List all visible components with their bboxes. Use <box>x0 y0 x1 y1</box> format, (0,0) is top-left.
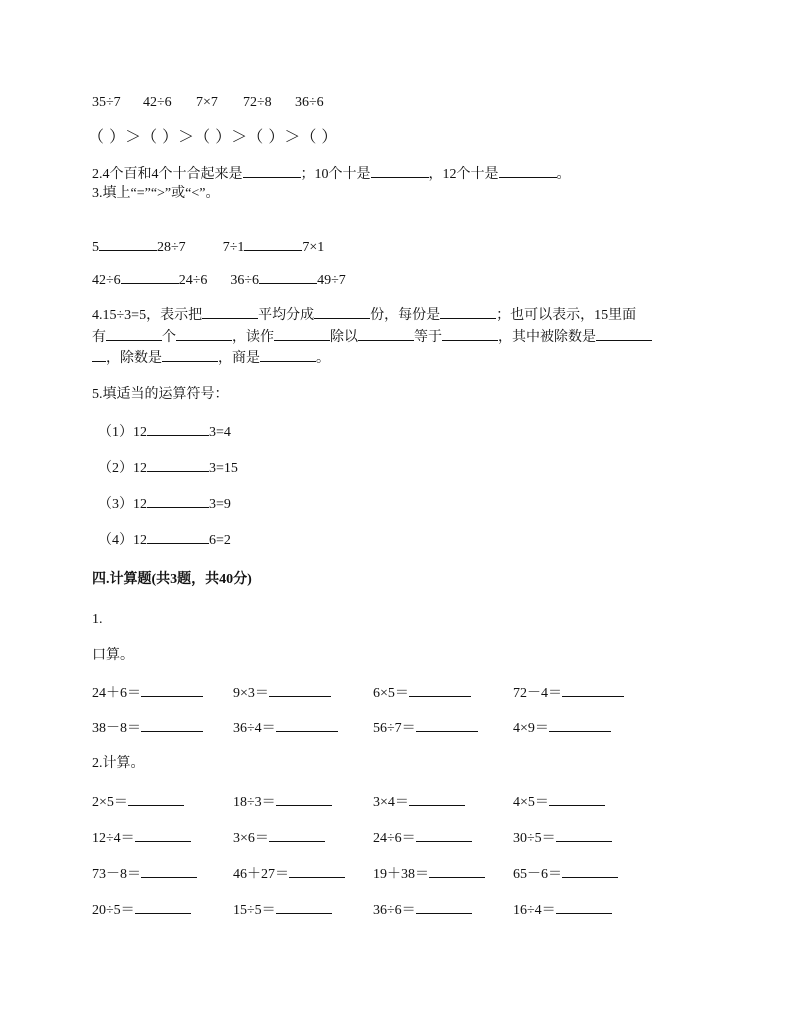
problem: 24＋6＝ <box>92 686 141 701</box>
answer-blank[interactable] <box>99 237 157 251</box>
oral-row <box>92 718 611 738</box>
q4-text: ，读作 <box>232 330 274 345</box>
q1-number: 35÷7 <box>92 95 121 110</box>
q4-text: 4.15÷3=5，表示把 <box>92 308 203 323</box>
answer-blank[interactable] <box>409 792 465 806</box>
q5-right: 3=9 <box>209 497 231 512</box>
answer-blank[interactable] <box>147 494 209 508</box>
problem: 30÷5＝ <box>513 831 556 846</box>
q4-text: ，商是 <box>218 351 260 366</box>
question-number: 1. <box>92 612 103 627</box>
problem: 56÷7＝ <box>373 721 416 736</box>
q4-line1 <box>92 305 636 325</box>
answer-blank[interactable] <box>121 270 179 284</box>
q1-order-row: （ ）＞（ ）＞（ ）＞（ ）＞（ ） <box>88 127 338 146</box>
problem: 24÷6＝ <box>373 831 416 846</box>
q5-item <box>98 422 231 442</box>
section-heading: 四.计算题(共3题，共40分) <box>92 572 252 587</box>
q5-item <box>98 494 231 514</box>
q2-text: ，12个十是 <box>428 167 499 182</box>
q5-right: 3=15 <box>209 461 238 476</box>
item-number: （4） <box>98 533 133 548</box>
q3-left: 5 <box>92 240 99 255</box>
answer-blank[interactable] <box>135 900 191 914</box>
answer-blank[interactable] <box>106 327 162 341</box>
problem: 16÷4＝ <box>513 903 556 918</box>
problem: 4×5＝ <box>513 795 549 810</box>
q4-text: ，其中被除数是 <box>498 330 596 345</box>
answer-blank[interactable] <box>556 828 612 842</box>
q3-left: 36÷6 <box>230 273 260 288</box>
q4-text: 除以 <box>330 330 358 345</box>
answer-blank[interactable] <box>440 305 496 319</box>
q3-left: 42÷6 <box>92 273 121 288</box>
q1-number: 36÷6 <box>295 95 324 110</box>
q4-text: 平均分成 <box>258 308 315 323</box>
q3-right: 49÷7 <box>317 273 346 288</box>
q1-number: 7×7 <box>196 95 218 110</box>
q1-number: 72÷8 <box>243 95 272 110</box>
answer-blank[interactable] <box>244 237 302 251</box>
q4-line2 <box>92 327 652 347</box>
answer-blank[interactable] <box>147 422 209 436</box>
problem: 72－4＝ <box>513 686 562 701</box>
answer-blank[interactable] <box>562 864 618 878</box>
q3-right: 24÷6 <box>178 273 208 288</box>
problem: 2×5＝ <box>92 795 128 810</box>
answer-blank[interactable] <box>259 270 317 284</box>
calc-row <box>92 900 612 920</box>
answer-blank[interactable] <box>416 900 472 914</box>
q3-right: 28÷7 <box>157 240 186 255</box>
problem: 20÷5＝ <box>92 903 135 918</box>
problem: 18÷3＝ <box>233 795 276 810</box>
q2-text: ；10个十是 <box>300 167 371 182</box>
q3-title: 3.填上“=”“>”或“<”。 <box>92 186 220 201</box>
q2-line <box>92 164 571 184</box>
problem: 12÷4＝ <box>92 831 135 846</box>
answer-blank[interactable] <box>371 164 429 178</box>
q5-left: 12 <box>133 461 147 476</box>
item-number: （2） <box>98 461 133 476</box>
q5-title: 5.填适当的运算符号： <box>92 387 229 402</box>
q5-right: 6=2 <box>209 533 231 548</box>
q4-text: 。 <box>316 351 330 366</box>
problem: 36÷6＝ <box>373 903 416 918</box>
q4-text: 等于 <box>414 330 442 345</box>
answer-blank[interactable] <box>92 348 106 362</box>
q3-left: 7÷1 <box>222 240 245 255</box>
answer-blank[interactable] <box>162 348 218 362</box>
problem: 4×9＝ <box>513 721 549 736</box>
q1-numbers-row <box>92 94 324 112</box>
problem: 46＋27＝ <box>233 867 289 882</box>
answer-blank[interactable] <box>416 828 472 842</box>
q4-text: 有 <box>92 330 106 345</box>
answer-blank[interactable] <box>409 683 471 697</box>
answer-blank[interactable] <box>556 900 612 914</box>
answer-blank[interactable] <box>147 458 209 472</box>
answer-blank[interactable] <box>358 327 414 341</box>
answer-blank[interactable] <box>416 718 478 732</box>
problem: 38－8＝ <box>92 721 141 736</box>
subquestion-title: 2.计算。 <box>92 756 145 771</box>
problem: 36÷4＝ <box>233 721 276 736</box>
q3-row <box>92 270 346 290</box>
answer-blank[interactable] <box>260 348 316 362</box>
calc-row <box>92 828 612 848</box>
answer-blank[interactable] <box>562 683 624 697</box>
problem: 65－6＝ <box>513 867 562 882</box>
q4-line3 <box>92 348 330 368</box>
problem: 9×3＝ <box>233 686 269 701</box>
problem: 19＋38＝ <box>373 867 429 882</box>
q5-item <box>98 458 238 478</box>
item-number: （1） <box>98 425 133 440</box>
answer-blank[interactable] <box>276 900 332 914</box>
answer-blank[interactable] <box>549 718 611 732</box>
answer-blank[interactable] <box>141 864 197 878</box>
answer-blank[interactable] <box>243 164 301 178</box>
answer-blank[interactable] <box>176 327 232 341</box>
problem: 73－8＝ <box>92 867 141 882</box>
answer-blank[interactable] <box>274 327 330 341</box>
answer-blank[interactable] <box>269 828 325 842</box>
answer-blank[interactable] <box>269 683 331 697</box>
answer-blank[interactable] <box>202 305 258 319</box>
calc-row <box>92 792 605 812</box>
answer-blank[interactable] <box>499 164 557 178</box>
answer-blank[interactable] <box>549 792 605 806</box>
answer-blank[interactable] <box>128 792 184 806</box>
q1-number: 42÷6 <box>143 95 172 110</box>
answer-blank[interactable] <box>442 327 498 341</box>
answer-blank[interactable] <box>314 305 370 319</box>
q5-left: 12 <box>133 533 147 548</box>
q5-right: 3=4 <box>209 425 231 440</box>
q4-text: ；也可以表示，15里面 <box>496 308 637 323</box>
q2-text: 2.4个百和4个十合起来是 <box>92 167 243 182</box>
answer-blank[interactable] <box>141 683 203 697</box>
answer-blank[interactable] <box>141 718 203 732</box>
q2-text: 。 <box>556 167 571 182</box>
q4-text: 个 <box>162 330 176 345</box>
q5-left: 12 <box>133 497 147 512</box>
answer-blank[interactable] <box>289 864 345 878</box>
subquestion-title: 口算。 <box>92 648 134 663</box>
q5-item <box>98 530 231 550</box>
q3-row <box>92 237 324 257</box>
answer-blank[interactable] <box>429 864 485 878</box>
answer-blank[interactable] <box>147 530 209 544</box>
problem: 3×4＝ <box>373 795 409 810</box>
q4-text: 份，每份是 <box>370 308 441 323</box>
problem: 6×5＝ <box>373 686 409 701</box>
answer-blank[interactable] <box>276 718 338 732</box>
problem: 15÷5＝ <box>233 903 276 918</box>
answer-blank[interactable] <box>596 327 652 341</box>
q4-text: ，除数是 <box>106 351 162 366</box>
q3-right: 7×1 <box>302 240 325 255</box>
item-number: （3） <box>98 497 133 512</box>
answer-blank[interactable] <box>276 792 332 806</box>
oral-row <box>92 683 624 703</box>
calc-row <box>92 864 618 884</box>
problem: 3×6＝ <box>233 831 269 846</box>
q5-left: 12 <box>133 425 147 440</box>
answer-blank[interactable] <box>135 828 191 842</box>
